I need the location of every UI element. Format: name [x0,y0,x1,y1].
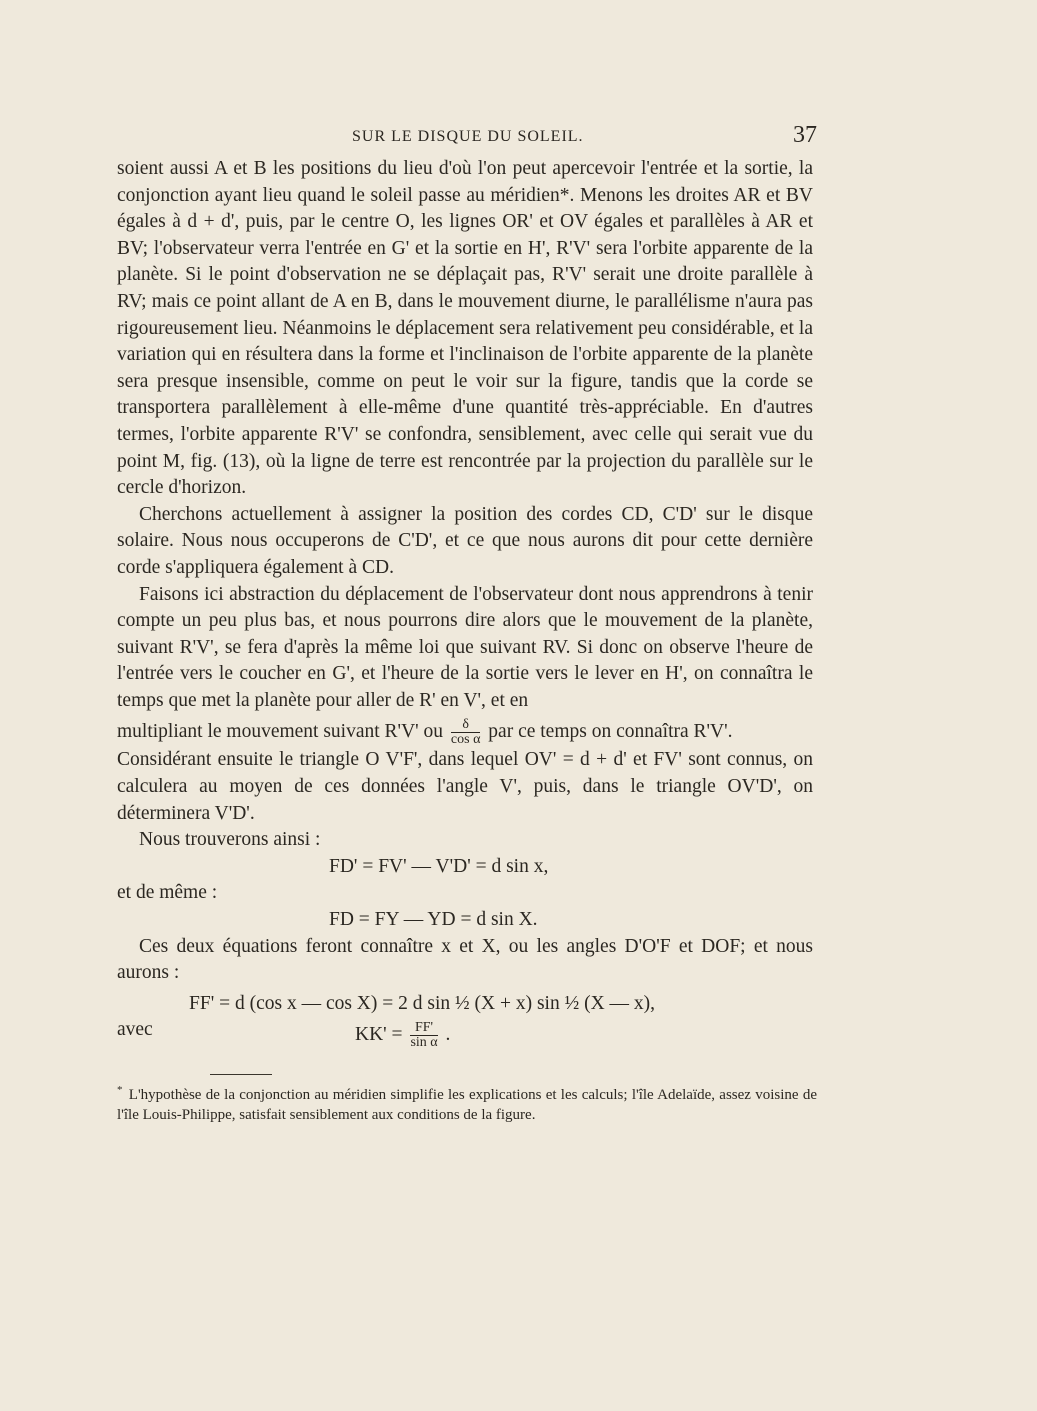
multiply-after: par ce temps on connaîtra R'V'. [488,721,733,743]
delta-over-cos-fraction [451,718,481,747]
equation-4-end: . [445,1024,451,1046]
et-de-meme-row [117,880,813,907]
equation-4-row [117,1017,813,1057]
trouverons-line: Nous trouverons ainsi : [139,829,321,851]
fraction-denominator: cos α [450,732,481,748]
footnote-mark: * [117,1084,123,1096]
paragraph-3: Faisons ici abstraction du déplacement de l'observateur dont nous apprendrons à tenir compte un peu plus bas, et nous pourrons dire alors que le mouvement de la planète, suivant R'V', se fera d'après la même loi que suivant RV. Si donc on observe l'heure de l'entrée vers le coucher en G', et l'heure de la sortie vers le lever en H', on connaîtra le temps que met la planète pour aller de R' en V', et en [117,583,813,711]
fraction-numerator: FF' [410,1021,437,1036]
ff-over-sin-fraction [410,1021,437,1050]
footnote-text: L'hypothèse de la conjonction au méridien simplifie les explications et les calculs; l'île Adelaïde, assez voisine de l'île Louis-Philippe, satisfait sensiblement aux conditions de la figure. [117,1087,817,1123]
equation-3-row [117,991,813,1018]
equation-1-row [117,854,813,881]
paragraph-4: Considérant ensuite le triangle O V'F', dans lequel OV' = d + d' et FV' sont connus, on calculera au moyen de ces données l'angle V', puis, dans le triangle OV'D', on déterminera V'D'. [117,749,813,824]
multiply-line [117,718,813,747]
main-text [117,156,813,1057]
equation-4 [355,1021,450,1050]
footnote [117,1080,817,1125]
page-number: 37 [793,122,817,148]
footnote-divider [210,1074,272,1075]
avec-label: avec [117,1019,153,1041]
multiply-before: multipliant le mouvement suivant R'V' ou [117,721,444,743]
paragraph-2: Cherchons actuellement à assigner la position des cordes CD, C'D' sur le disque solaire. Nous nous occuperons de C'D', et ce que nous aurons dit pour cette dernière corde s'appliquera également à CD. [117,503,813,578]
paragraph-1: soient aussi A et B les positions du lieu d'où l'on peut apercevoir l'entrée et la sortie, la conjonction ayant lieu quand le soleil passe au méridien*. Menons les droites AR et BV égales à d + d', puis, par le centre O, les lignes OR' et OV égales et parallèles à AR et BV; l'observateur verra l'entrée en G' et la sortie en H', R'V' sera l'orbite apparente de la planète. Si le point d'observation ne se déplaçait pas, R'V' serait une droite parallèle à RV; mais ce point allant de A en B, dans le mouvement diurne, le parallélisme n'aura pas rigoureusement lieu. Néanmoins le déplacement sera relativement peu considérable, et la variation qui en résultera dans la forme et l'inclinaison de l'orbite apparente de la planète sera presque insensible, comme on peut le voir sur la figure, tandis que la corde se transportera parallèlement à elle-même d'une quantité très-appréciable. En d'autres termes, l'orbite apparente R'V' se confondra, sensiblement, avec celle qui serait vue du point M, fig. (13), où la ligne de terre est rencontrée par la projection du parallèle sur le cercle d'horizon. [117,158,813,499]
paragraph-5: Ces deux équations feront connaître x et X, ou les angles D'O'F et DOF; et nous aurons : [117,935,813,984]
equation-4-lhs: KK' = [355,1024,403,1046]
et-de-meme: et de même : [117,882,218,904]
running-head: SUR LE DISQUE DU SOLEIL. [352,128,584,145]
page-header [117,122,817,156]
equation-3: FF' = d (cos x — cos X) = 2 d sin ½ (X + x) sin ½ (X — x), [189,992,656,1014]
equation-1: FD' = FV' — V'D' = d sin x, [329,855,549,877]
fraction-denominator: sin α [410,1035,438,1051]
equation-2: FD = FY — YD = d sin X. [329,909,538,931]
equation-2-row [117,907,813,934]
fraction-numerator: δ [451,718,481,733]
